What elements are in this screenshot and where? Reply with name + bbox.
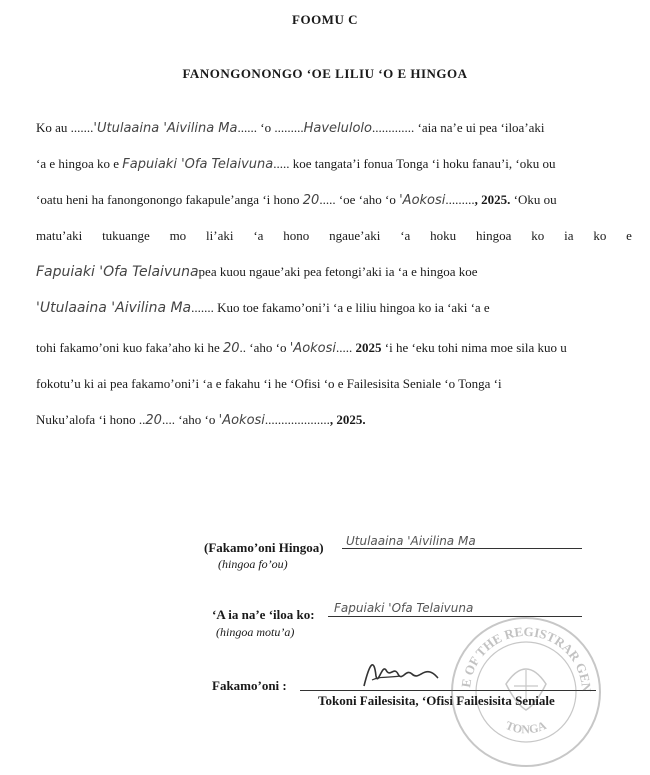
handwritten-old-name: Fapuiaki 'Ofa Telaivuna [122, 157, 274, 172]
word: ‘a [253, 228, 264, 243]
body-line-6 [36, 300, 632, 322]
year-text: , 2025. [329, 412, 366, 427]
handwritten-old-name-signature: Fapuiaki 'Ofa Telaivuna [334, 601, 474, 615]
dotted-field-day-3: ..20.... [138, 412, 175, 428]
handwritten-month-2: 'Aokosi [289, 341, 337, 356]
word: ‘a [400, 228, 411, 243]
text-fragment: pea kuou ngaue’aki pea fetongi’aki ia ‘a e hingoa koe [198, 264, 478, 279]
handwritten-new-name-2: 'Utulaaina 'Aivilina Ma [36, 300, 192, 316]
dotted-field-new-name: .......'Utulaaina 'Aivilina Ma...... [70, 120, 257, 136]
handwritten-day-3: 20 [145, 413, 162, 428]
body-line-3 [36, 192, 632, 214]
handwritten-day-2: 20 [223, 341, 240, 356]
old-name-label: ‘A ia na’e ‘iloa ko: [212, 607, 315, 622]
word: ko [531, 228, 545, 243]
document-heading: FANONGONONGO ‘OE LILIU ‘O E HINGOA [182, 66, 468, 81]
handwritten-month-3: 'Aokosi [218, 413, 265, 428]
dotted-field-month: 'Aokosi......... [399, 192, 475, 208]
word: hoku [430, 228, 457, 243]
body-line-1 [36, 120, 632, 142]
word: hono [283, 228, 310, 243]
text-fragment: ‘Oku ou [510, 192, 557, 207]
word: ia [564, 228, 574, 243]
dotted-field-month-3: 'Aokosi.................... [218, 412, 330, 428]
body-line-8 [36, 376, 632, 398]
handwritten-father-name: Havelulolo [303, 121, 372, 136]
handwritten-day: 20 [302, 193, 320, 208]
handwritten-new-name-signature: Utulaaina 'Aivilina Ma [346, 534, 476, 548]
new-name-sublabel: (hingoa fo’ou) [218, 557, 288, 571]
form-label: FOOMU C [292, 12, 358, 27]
dotted-field-day: 20..... [302, 192, 336, 208]
witness-label: Fakamo’oni : [212, 678, 287, 693]
text-fragment: Nuku’alofa ‘i hono [36, 412, 139, 427]
dotted-field-month-2: 'Aokosi..... [289, 340, 353, 356]
text-fragment: ‘o [256, 120, 275, 135]
word: matu’aki [36, 228, 83, 243]
text-fragment: ‘aia na’e ui pea ‘iloa’aki [414, 120, 545, 135]
text-fragment: tohi fakamo’oni kuo faka’aho ki he [36, 340, 223, 355]
text-fragment: Ko au [36, 120, 71, 135]
text-fragment: fokotu’u ki ai pea fakamo’oni’i ‘a e fakahu ‘i he ‘Ofisi ‘o e Failesisita Seniale ‘o Tonga ‘i [36, 376, 502, 391]
text-fragment: Kuo toe fakamo’oni’i ‘a e liliu hingoa ko ia ‘aki ‘a e [213, 300, 490, 315]
body-line-9 [36, 412, 632, 434]
word: li’aki [206, 228, 234, 243]
text-fragment: ‘oatu heni ha fanongonongo fakapule’anga ‘i hono [36, 192, 303, 207]
word: tukuange [102, 228, 150, 243]
dotted-field-old-name: Fapuiaki 'Ofa Telaivuna..... [122, 156, 290, 172]
svg-text:OFFICE OF THE REGISTRAR GENERA [448, 614, 594, 693]
registrar-seal [448, 614, 604, 770]
body-line-2 [36, 156, 632, 178]
text-fragment: ‘i he ‘eku tohi nima moe sila kuo u [381, 340, 567, 355]
word: ngaue’aki [329, 228, 381, 243]
handwritten-old-name-2: Fapuiaki 'Ofa Telaivuna [36, 264, 199, 280]
witness-title: Tokoni Failesisita, ‘Ofisi Failesisita Seniale [318, 693, 555, 708]
word: ko [593, 228, 607, 243]
dotted-field-new-name-2: 'Utulaaina 'Aivilina Ma....... [36, 300, 214, 316]
handwritten-new-name: 'Utulaaina 'Aivilina Ma [93, 121, 238, 136]
handwritten-month: 'Aokosi [399, 193, 446, 208]
body-line-7 [36, 340, 632, 362]
dotted-field-day-2: 20.. [223, 340, 247, 356]
body-line-5 [36, 264, 632, 286]
word: e [626, 228, 632, 243]
witness-signature-scribble [360, 656, 440, 690]
text-fragment: koe tangata’i fonua Tonga ‘i hoku fanau’i, ‘oku ou [289, 156, 556, 171]
body-line-4 [36, 228, 632, 250]
seal-text-bottom: TONGA [503, 718, 549, 737]
old-name-sublabel: (hingoa motu’a) [216, 625, 295, 639]
new-name-signature-label: (Fakamo’oni Hingoa) [204, 540, 324, 555]
dotted-field-father-name: .........Havelulolo............. [274, 120, 415, 136]
word: hingoa [476, 228, 512, 243]
year-text: 2025 [352, 340, 382, 355]
svg-text:TONGA [504, 718, 549, 736]
seal-text-top: E OF THE REGISTRAR GEN [458, 623, 595, 693]
word: mo [169, 228, 187, 243]
text-fragment: ‘aho ‘o [246, 340, 290, 355]
text-fragment: ‘oe ‘aho ‘o [335, 192, 400, 207]
text-fragment: ‘a e hingoa ko e [36, 156, 123, 171]
text-fragment: ‘aho ‘o [174, 412, 219, 427]
year-text: , 2025. [474, 192, 511, 207]
